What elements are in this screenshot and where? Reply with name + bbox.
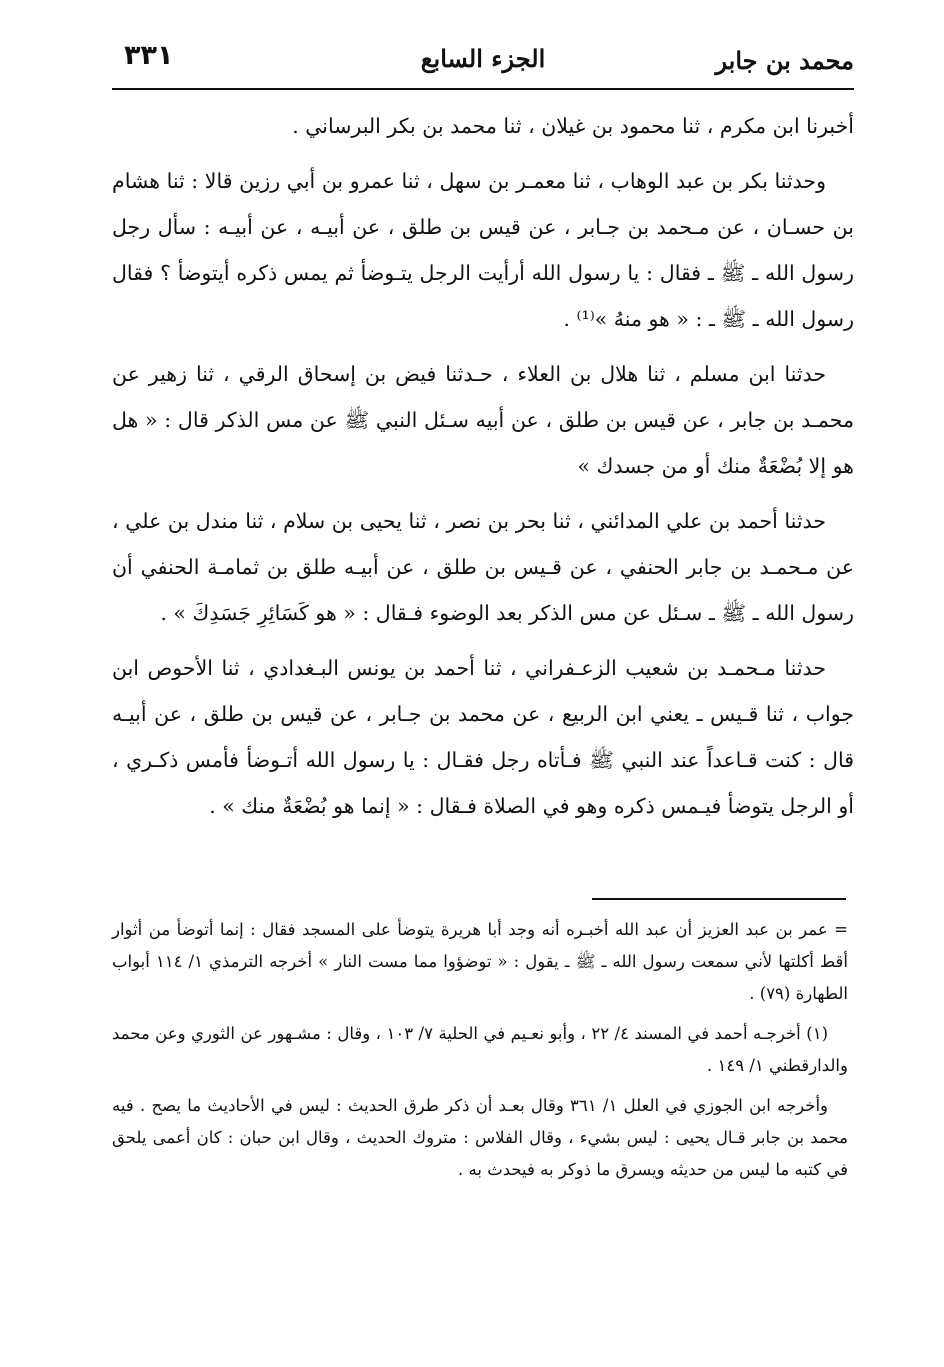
main-text xyxy=(112,103,854,838)
header-rule xyxy=(112,88,854,90)
running-author: محمد بن جابر xyxy=(715,46,854,75)
hadith-paragraph: حدثنا ابن مسلم ، ثنا هلال بن العلاء ، حـدثنا فيض بن إسحاق الرقي ، ثنا زهير عن محمـد بن جابر ، عن قيس بن طلق ، عن أبيه سـئل النبي ﷺ عن مس الذكر قال : « هل هو إلا بُضْعَةٌ منك أو من جسدك » xyxy=(112,362,854,478)
hadith-paragraph: وحدثنا بكر بن عبد الوهاب ، ثنا معمـر بن سهل ، ثنا عمرو بن أبي رزين قالا : ثنا هشام بن حسـان ، عن مـحمد بن جـابر ، عن قيس بن طلق ، عن أبيـه ، عن أبيـه : سأل رجل رسول الله ـ ﷺ ـ فقال : يا رسول الله أرأيت الرجل يتـوضأ ثم يمس ذكره أيتوضأ ؟ فقال رسول الله ـ ﷺ ـ : « هو منهُ »⁽¹⁾ . xyxy=(112,169,854,331)
hadith-paragraph: حدثنا أحمد بن علي المدائني ، ثنا بحر بن نصر ، ثنا يحيى بن سلام ، ثنا مندل بن علي ، عن مـحمـد بن جابر الحنفي ، عن قـيس بن طلق ، عن أبيـه طلق بن ثمامـة الحنفي أن رسول الله ـ ﷺ ـ سـئل عن مس الذكر بعد الوضوء فـقال : « هو كَسَائِرِ جَسَدِكَ » . xyxy=(112,509,854,625)
footnote-separator xyxy=(592,898,846,900)
footnotes xyxy=(112,914,848,1194)
hadith-paragraph: أخبرنا ابن مكرم ، ثنا محمود بن غيلان ، ثنا محمد بن بكر البرساني . xyxy=(292,114,854,138)
footnote-paragraph: = عمر بن عبد العزيز أن عبد الله أخبـره أنه وجد أبا هريرة يتوضأ على المسجد فقال : إنما أتوضأ من أثوار أقط أكلتها لأني سمعت رسول الله ـ ﷺ ـ يقول : « توضؤوا مما مست النار » أخرجه الترمذي ١/ ١١٤ أبواب الطهارة (٧٩) . xyxy=(112,920,848,1003)
hadith-paragraph: حدثنا مـحمـد بن شعيب الزعـفراني ، ثنا أحمد بن يونس البـغدادي ، ثنا الأحوص ابن جواب ، ثنا قـيس ـ يعني ابن الربيع ، عن محمد بن جـابر ، عن قيس بن طلق ، عن أبيـه قال : كنت قـاعداً عند النبي ﷺ فـأتاه رجل فقـال : يا رسول الله أتـوضأ فأمس ذكـري ، أو الرجل يتوضأ فيـمس ذكره وهو في الصلاة فـقال : « إنما هو بُضْعَةٌ منك » . xyxy=(112,656,854,818)
footnote-paragraph: (١) أخرجـه أحمد في المسند ٤/ ٢٢ ، وأبو نعـيم في الحلية ٧/ ١٠٣ ، وقال : مشـهور عن الثوري وعن محمد والدارقطني ١/ ١٤٩ . xyxy=(112,1024,848,1075)
footnote-paragraph: وأخرجه ابن الجوزي في العلل ١/ ٣٦١ وقال بعـد أن ذكر طرق الحديث : ليس في الأحاديث ما يصح . فيه محمد بن جابر قـال يحيى : ليس بشيء ، وقال الفلاس : متروك الحديث ، وقال ابن حبان : كان أعمى يلحق في كتبه ما ليس من حديثه ويسرق ما ذوكر به فيحدث به . xyxy=(112,1096,848,1179)
running-title: الجزء السابع xyxy=(420,44,546,73)
page-header xyxy=(112,36,854,92)
page-number: ٣٣١ xyxy=(124,40,174,71)
